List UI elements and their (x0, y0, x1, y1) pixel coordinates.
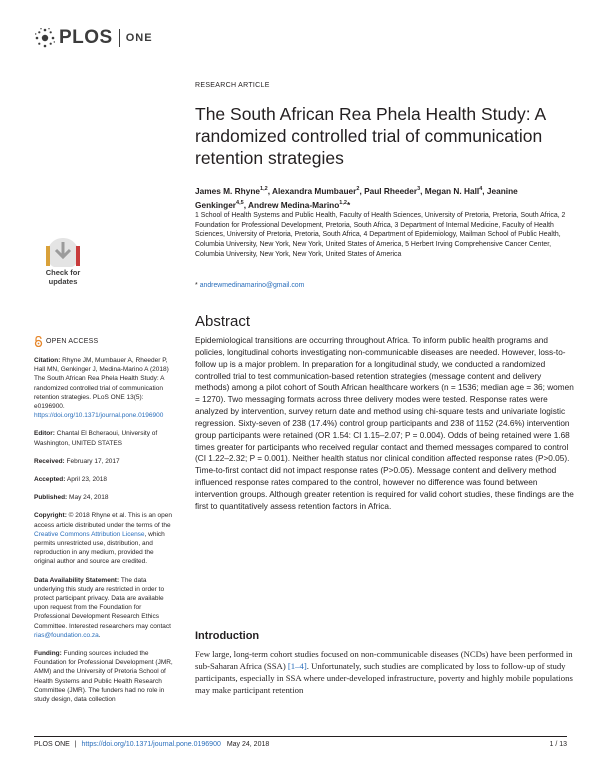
editor-block (34, 429, 174, 447)
author-separator: , (243, 199, 249, 210)
page-footer (34, 741, 567, 748)
author-name: Paul Rheeder (364, 185, 418, 196)
author-list (195, 183, 565, 211)
logo-divider (119, 29, 120, 47)
funding-text: Funding sources included the Foundation for Professional Development (JMR, AMM) and the University of Pretoria School of Health Systems and Public Health Research Committee (JMR). The funders had no role in study design, data collection (34, 650, 173, 704)
journal-brand: PLOS (59, 27, 113, 48)
reference-link[interactable]: [1–4] (287, 661, 307, 672)
footer-citation (34, 741, 272, 748)
published-block (34, 493, 174, 502)
author-name: Jeanine Genkinger (195, 185, 518, 210)
accepted-label: Accepted: (34, 476, 66, 484)
introduction-text (195, 648, 577, 696)
plos-logo-icon (34, 27, 56, 49)
article-type: RESEARCH ARTICLE (195, 82, 270, 89)
editor-label: Editor: (34, 430, 55, 438)
accepted-block (34, 475, 174, 484)
author-name: Andrew Medina-Marino (248, 199, 340, 210)
received-label: Received: (34, 457, 65, 465)
introduction-heading: Introduction (195, 630, 260, 642)
citation-doi-link[interactable]: https://doi.org/10.1371/journal.pone.0196900 (34, 412, 164, 420)
author-separator: , (359, 185, 365, 196)
footer-divider (34, 736, 567, 737)
footer-date: May 24, 2018 (226, 741, 270, 748)
copyright-text-end: , which permits unrestricted use, distribution, and reproduction in any medium, provided the original author and source are credited. (34, 530, 165, 566)
journal-logo (34, 26, 153, 50)
published-date: May 24, 2018 (69, 494, 109, 502)
article-info-sidebar (34, 336, 174, 713)
author-affiliation-number: 1,2 (339, 199, 347, 206)
editor-text: Chantal El Bcheraoui, University of Washington, UNITED STATES (34, 430, 158, 447)
corresponding-email (195, 282, 304, 289)
open-access-label: OPEN ACCESS (46, 337, 99, 345)
email-link[interactable]: andrewmedinamarino@gmail.com (199, 282, 305, 289)
author-separator: * (346, 199, 351, 210)
author-name: Megan N. Hall (424, 185, 480, 196)
intro-text-end: . Unfortunately, such studies are complicated by loss to follow-up of study participants, especially in SSA where under-developed infrastructure, poverty and highly mobile populations may make participant retention (195, 661, 573, 696)
data-availability-block (34, 576, 174, 640)
page-number: 1 / 13 (549, 741, 567, 748)
accepted-date: April 23, 2018 (66, 476, 108, 484)
footer-doi-link[interactable]: https://doi.org/10.1371/journal.pone.0196900 (81, 741, 221, 748)
footer-separator: | (74, 741, 77, 748)
author-affiliation-number: 2 (356, 186, 360, 192)
author-separator: , (482, 185, 487, 196)
citation-text: Rhyne JM, Mumbauer A, Rheeder P, Hall MN, Genkinger J, Medina-Marino A (2018) The South African Rea Phela Health Study: A randomized controlled trial of communication retention strategies. PLoS ONE 13(5): e0196900. (34, 357, 169, 411)
citation-label: Citation: (34, 357, 61, 364)
abstract-heading: Abstract (195, 313, 251, 330)
corresponding-marker: * (195, 282, 198, 289)
data-availability-end: . (98, 631, 101, 639)
data-contact-email-link[interactable]: rias@foundation.co.za (34, 631, 99, 639)
affiliations: 1 School of Health Systems and Public Health, Faculty of Health Sciences, University of Pretoria, Pretoria, South Africa, 2 Foundation for Professional Development, Pretoria, South Africa, 3 Department of Internal Medicine, Faculty of Health Sciences, University of Pretoria, Pretoria, South Africa, 4 Department of Epidemiology, Mailman School of Public Health, Columbia University, New York, New York, United States of America, 5 Herbert Irving Comprehensive Cancer Center, Columbia University, New York, New York, United States of America (195, 212, 566, 258)
received-date: February 17, 2017 (66, 457, 120, 465)
author-name: James M. Rhyne (195, 185, 261, 196)
author-name: Alexandra Mumbauer (272, 185, 357, 196)
journal-sub: ONE (125, 32, 153, 44)
check-for-updates-label: Check for updates (45, 268, 81, 286)
copyright-block (34, 511, 174, 566)
author-affiliation-number: 1,2 (260, 186, 268, 192)
article-title: The South African Rea Phela Health Study: A randomized controlled trial of communication retention strategies (195, 104, 546, 168)
author-separator: , (267, 185, 272, 196)
footer-journal: PLOS ONE (34, 741, 70, 748)
author-affiliation-number: 3 (417, 186, 421, 192)
copyright-label: Copyright: (34, 512, 67, 520)
citation-block (34, 356, 174, 420)
received-block (34, 457, 174, 466)
published-label: Published: (34, 494, 68, 502)
copyright-text: © 2018 Rhyne et al. This is an open access article distributed under the terms of the (34, 512, 172, 529)
author-separator: , (420, 185, 425, 196)
open-access-badge (34, 336, 174, 347)
author-affiliation-number: 4,5 (236, 199, 244, 206)
abstract-text: Epidemiological transitions are occurring throughout Africa. To inform public health programs and policies, longitudinal cohorts investigating non-communicable diseases are needed. However, loss-to-follow up is a major problem. In preparation for a longitudinal study, we conducted a randomized controlled trial to test communication-based retention strategies (message content and delivery methods) among a pilot cohort of South African healthcare workers (n = 1536; median age = 36; women = 1270). Two messaging formats across three delivery modes were tested. Response rates were analyzed by intervention, survey return date and method using chi-square tests and univariate logistic regression. Sixty-seven of 238 (17.4%) control group participants and 238 of 1152 (24.6%) intervention group participants were retained (OR 1.54: CI 1.15–2.07; P = 0.004). Odds of being retained were 1.68 times greater for participants who received regular contact and themed messages compared to control (CI 1.22–2.32; P = 0.001). Neither health status nor clinical condition affected response rates (P>0.05). Time-to-first contact did not impact response rates (P>0.05). Message content and delivery method influenced response rates compared to the control, however no difference was found between intervention groups. Although greater retention is required for valid cohort studies, these findings are the first to quantitatively assess retention factors in Africa. (195, 336, 574, 511)
funding-label: Funding: (34, 650, 62, 658)
funding-block (34, 649, 174, 704)
data-availability-text: The data underlying this study are restricted in order to protect participant privacy. Data are available upon request from the Foundation for Professional Development Research Ethics Committee. Interested researchers may contact (34, 576, 171, 630)
open-lock-icon (34, 336, 43, 347)
license-link[interactable]: Creative Commons Attribution License (34, 530, 145, 538)
intro-text-start: Few large, long-term cohort studies focused on non-communicable diseases (NCDs) have been performed in sub-Saharan Africa (SSA) (195, 649, 573, 672)
data-availability-label: Data Availability Statement: (34, 576, 120, 584)
author-affiliation-number: 4 (479, 186, 483, 192)
